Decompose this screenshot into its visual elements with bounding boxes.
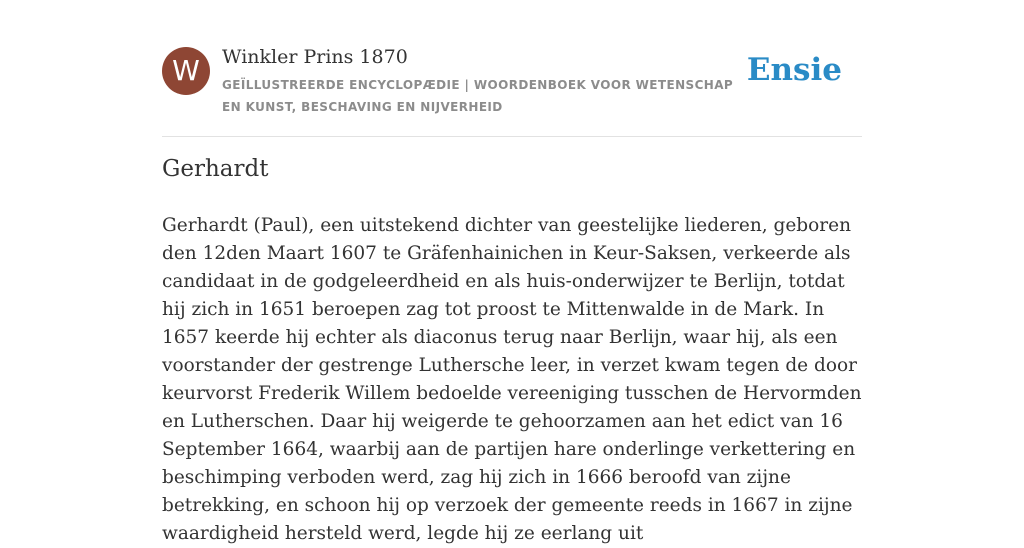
source-subtitle: GEÏLLUSTREERDE ENCYCLOPÆDIE | WOORDENBOEK VOOR WETENSCHAP EN KUNST, BESCHAVING EN NIJVERHEID	[222, 78, 734, 114]
source-title[interactable]: Winkler Prins 1870	[222, 46, 408, 68]
entry-title: Gerhardt	[162, 156, 269, 182]
ensie-logo-link[interactable]: Ensie	[746, 52, 842, 88]
source-header	[162, 44, 862, 137]
entry-body: Gerhardt (Paul), een uitstekend dichter van geestelijke liederen, geboren den 12den Maart 1607 te Gräfenhainichen in Keur-Saksen, verkeerde als candidaat in de godgeleerdheid en als huis-onderwijzer te Berlijn, totdat hij zich in 1651 beroepen zag tot proost te Mittenwalde in de Mark. In 1657 keerde hij echter als diaconus terug naar Berlijn, waar hij, als een voorstander der gestrenge Luthersche leer, in verzet kwam tegen de door keurvorst Frederik Willem bedoelde vereeniging tusschen de Hervormden en Lutherschen. Daar hij weigerde te gehoorzamen aan het edict van 16 September 1664, waarbij aan de partijen hare onderlinge verkettering en beschimping verboden werd, zag hij zich in 1666 beroofd van zijne betrekking, en schoon hij op verzoek der gemeente reeds in 1667 in zijne waardigheid hersteld werd, legde hij ze eerlang uit	[162, 215, 862, 544]
source-avatar[interactable]: W	[162, 47, 210, 95]
